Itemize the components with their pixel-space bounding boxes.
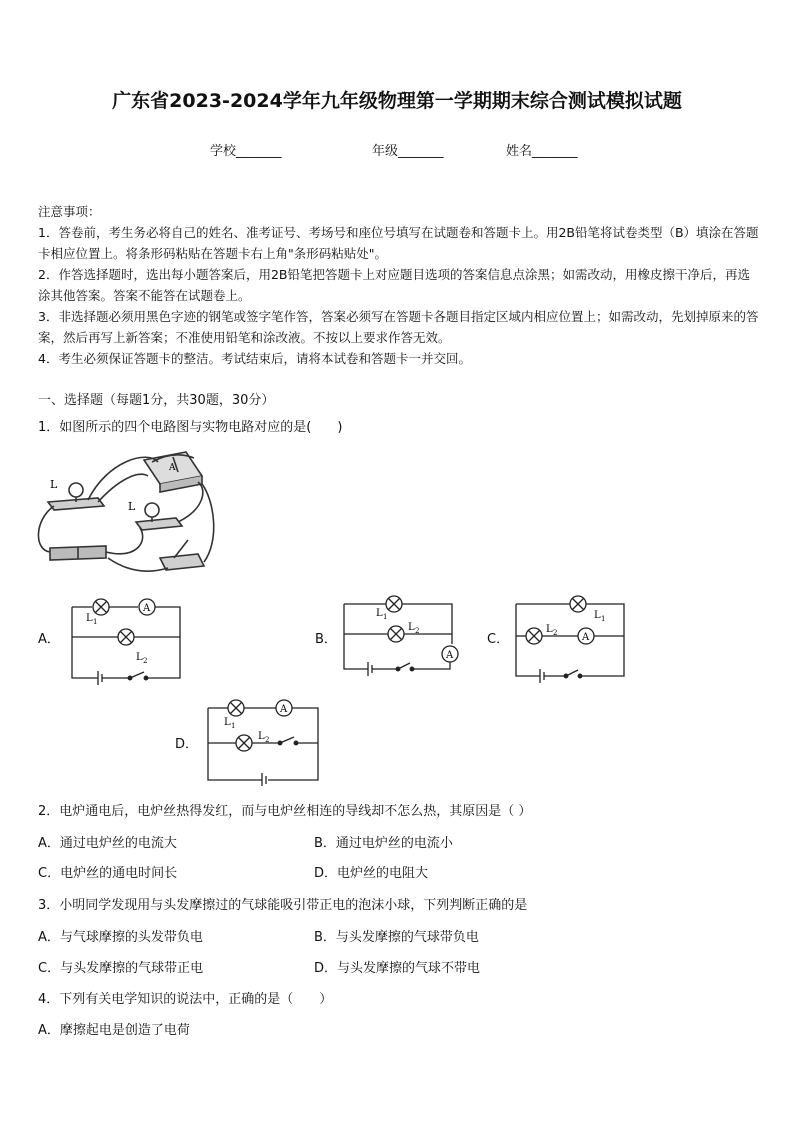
label-b-l1-sub: 1	[383, 613, 388, 621]
label-b-l2-sub: 2	[415, 627, 420, 635]
q1-option-c[interactable]: C．	[487, 632, 510, 647]
label-b-l2: L	[408, 622, 415, 633]
label-d-l2: L	[258, 731, 265, 742]
question-3-stem: 3．小明同学发现用与头发摩擦过的气球能吸引带正电的泡沫小球，下列判断正确的是	[38, 898, 528, 913]
page-title: 广东省2023-2024学年九年级物理第一学期期末综合测试模拟试题	[112, 90, 682, 112]
question-1-stem: 1．如图所示的四个电路图与实物电路对应的是( )	[38, 420, 343, 435]
q2-option-a[interactable]: A．通过电炉丝的电流大	[38, 836, 177, 851]
q2-option-c[interactable]: C．电炉丝的通电时间长	[38, 866, 178, 881]
q3-option-a[interactable]: A．与气球摩擦的头发带负电	[38, 930, 203, 945]
fig-ammeter-label: A	[169, 463, 176, 473]
q1-option-b[interactable]: B．	[315, 632, 337, 647]
ammeter-c: A	[582, 632, 590, 643]
fig-label-l2: L	[128, 500, 136, 513]
q4-option-a[interactable]: A．摩擦起电是创造了电荷	[38, 1023, 190, 1038]
label-d-l1: L	[224, 717, 231, 728]
ammeter-a: A	[143, 603, 151, 614]
note-item-3: 3．非选择题必须用黑色字迹的钢笔或签字笔作答，答案必须写在答题卡各题目指定区域内相应位置上；如需改动，先划掉原来的答案，然后再写上新答案；不准使用铅笔和涂改液。不按以上要求作答无效。	[38, 309, 759, 345]
q3-option-b[interactable]: B．与头发摩擦的气球带负电	[314, 930, 479, 945]
notes-heading: 注意事项：	[38, 204, 101, 219]
q3-option-c[interactable]: C．与头发摩擦的气球带正电	[38, 961, 204, 976]
label-c-l2: L	[546, 624, 553, 635]
name-field: 姓名_______	[506, 144, 578, 159]
label-a-l1-sub: 1	[93, 618, 98, 626]
label-b-l1: L	[376, 608, 383, 619]
q3-option-d[interactable]: D．与头发摩擦的气球不带电	[314, 961, 481, 976]
section-heading: 一、选择题（每题1分，共30题，30分）	[38, 393, 275, 408]
note-item-2: 2．作答选择题时，选出每小题答案后，用2B铅笔把答题卡上对应题目选项的答案信息点涂黑；如需改动，用橡皮擦干净后，再选涂其他答案。答案不能答在试题卷上。	[38, 267, 750, 303]
ammeter-d: A	[280, 704, 288, 715]
fig-label-l1: L	[50, 478, 58, 491]
question-2-stem: 2．电炉通电后，电炉丝热得发红，而与电炉丝相连的导线却不怎么热，其原因是（ ）	[38, 804, 532, 819]
question-4-stem: 4．下列有关电学知识的说法中，正确的是（ ）	[38, 992, 333, 1007]
note-item-4: 4．考生必须保证答题卡的整洁。考试结束后，请将本试卷和答题卡一并交回。	[38, 351, 471, 366]
label-c-l2-sub: 2	[553, 629, 558, 637]
q2-option-d[interactable]: D．电炉丝的电阻大	[314, 866, 429, 881]
q2-option-b[interactable]: B．通过电炉丝的电流小	[314, 836, 453, 851]
label-d-l2-sub: 2	[265, 736, 270, 744]
label-d-l1-sub: 1	[231, 722, 236, 730]
q1-option-a[interactable]: A．	[38, 632, 60, 647]
circuit-b[interactable]	[338, 592, 462, 686]
q1-option-d[interactable]: D．	[175, 737, 199, 752]
label-c-l1: L	[594, 610, 601, 621]
physical-circuit-figure	[28, 440, 228, 578]
grade-field: 年级_______	[372, 144, 444, 159]
label-c-l1-sub: 1	[601, 615, 606, 623]
label-a-l2: L	[136, 652, 143, 663]
note-item-1: 1．答卷前，考生务必将自己的姓名、准考证号、考场号和座位号填写在试题卷和答题卡上。用2B铅笔将试卷类型（B）填涂在答题卡相应位置上。将条形码粘贴在答题卡右上角"条形码粘贴处"。	[38, 225, 759, 261]
label-a-l1: L	[86, 613, 93, 624]
ammeter-b: A	[446, 650, 454, 661]
circuit-d[interactable]	[202, 696, 326, 786]
school-field: 学校_______	[210, 144, 282, 159]
circuit-c[interactable]	[510, 592, 630, 686]
circuit-a[interactable]	[68, 595, 184, 685]
label-a-l2-sub: 2	[143, 657, 148, 665]
